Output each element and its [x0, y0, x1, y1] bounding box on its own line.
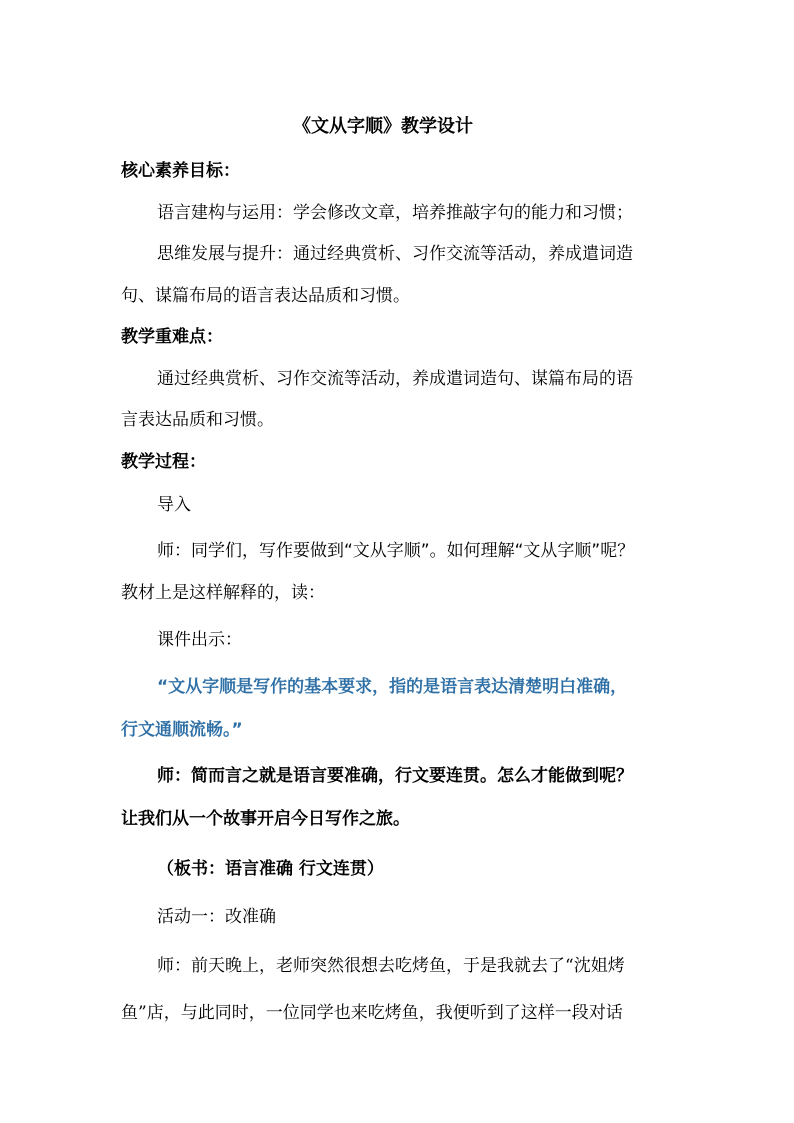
key-points-line: 言表达品质和习惯。: [121, 410, 274, 430]
courseware-label: 课件出示：: [157, 630, 242, 650]
teacher-summary-line: 让我们从一个故事开启今日写作之旅。: [121, 809, 410, 829]
core-goals-heading: 核心素养目标：: [121, 161, 240, 181]
teacher-dialogue-line: 教材上是这样解释的，读：: [121, 583, 325, 603]
document-title: 《文从字顺》教学设计: [293, 116, 473, 137]
courseware-quote-line: “文从字顺是写作的基本要求，指的是语言表达清楚明白准确，: [157, 677, 628, 697]
blackboard-note: （板书：语言准确 行文连贯）: [157, 859, 384, 879]
teacher-summary-line: 师：简而言之就是语言要准确，行文要连贯。怎么才能做到呢？: [157, 766, 633, 786]
activity-heading: 活动一：改准确: [157, 907, 276, 927]
key-points-line: 通过经典赏析、习作交流等活动，养成遣词造句、谋篇布局的语: [157, 369, 633, 389]
core-goals-line: 思维发展与提升：通过经典赏析、习作交流等活动，养成遣词造: [157, 244, 633, 264]
key-points-heading: 教学重难点：: [121, 327, 223, 347]
teacher-dialogue-line: 师：同学们，写作要做到“文从字顺”。如何理解“文从字顺”呢？: [157, 541, 635, 561]
intro-label: 导入: [157, 495, 191, 515]
core-goals-line: 语言建构与运用：学会修改文章，培养推敲字句的能力和习惯；: [157, 203, 633, 223]
process-heading: 教学过程：: [121, 452, 206, 472]
teacher-story-line: 鱼”店，与此同时，一位同学也来吃烤鱼，我便听到了这样一段对话: [121, 1003, 623, 1023]
teacher-story-line: 师：前天晚上，老师突然很想去吃烤鱼，于是我就去了“沈姐烤: [157, 956, 625, 976]
core-goals-line: 句、谋篇布局的语言表达品质和习惯。: [121, 286, 410, 306]
courseware-quote-line: 行文通顺流畅。”: [121, 720, 243, 740]
